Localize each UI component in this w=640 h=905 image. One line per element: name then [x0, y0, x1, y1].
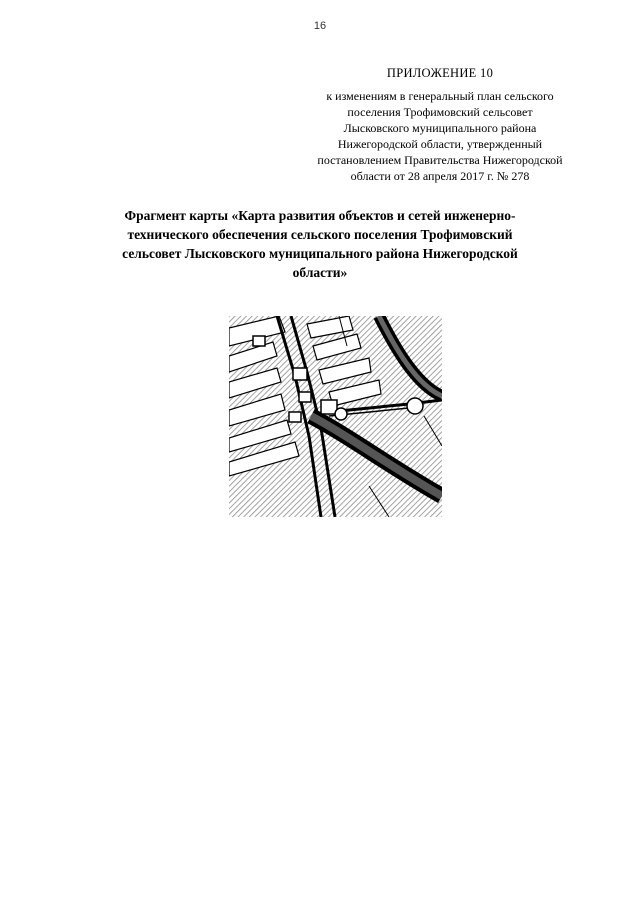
appendix-subtitle-line: постановлением Правительства Нижегородской: [317, 153, 563, 167]
appendix-subtitle-line: Лысковского муниципального района: [343, 121, 537, 135]
appendix-subtitle: [290, 88, 590, 184]
document-title-line: Фрагмент карты «Карта развития объектов и сетей инженерно-: [124, 208, 516, 223]
document-title: [90, 206, 550, 282]
appendix-title: ПРИЛОЖЕНИЕ 10: [386, 66, 494, 80]
document-title-line: технического обеспечения сельского поселения Трофимовский: [127, 227, 513, 242]
appendix-subtitle-line: к изменениям в генеральный план сельского: [326, 89, 554, 103]
appendix-subtitle-line: области от 28 апреля 2017 г. № 278: [350, 169, 530, 183]
map-fragment-drawing: [229, 316, 442, 517]
appendix-subtitle-line: поселения Трофимовский сельсовет: [347, 105, 533, 119]
document-title-line: области»: [292, 265, 348, 280]
document-title-line: сельсовет Лысковского муниципального района Нижегородской: [122, 246, 518, 261]
map-fragment-image: [229, 316, 442, 517]
appendix-subtitle-line: Нижегородской области, утвержденный: [337, 137, 543, 151]
page-number: 16: [313, 20, 327, 32]
